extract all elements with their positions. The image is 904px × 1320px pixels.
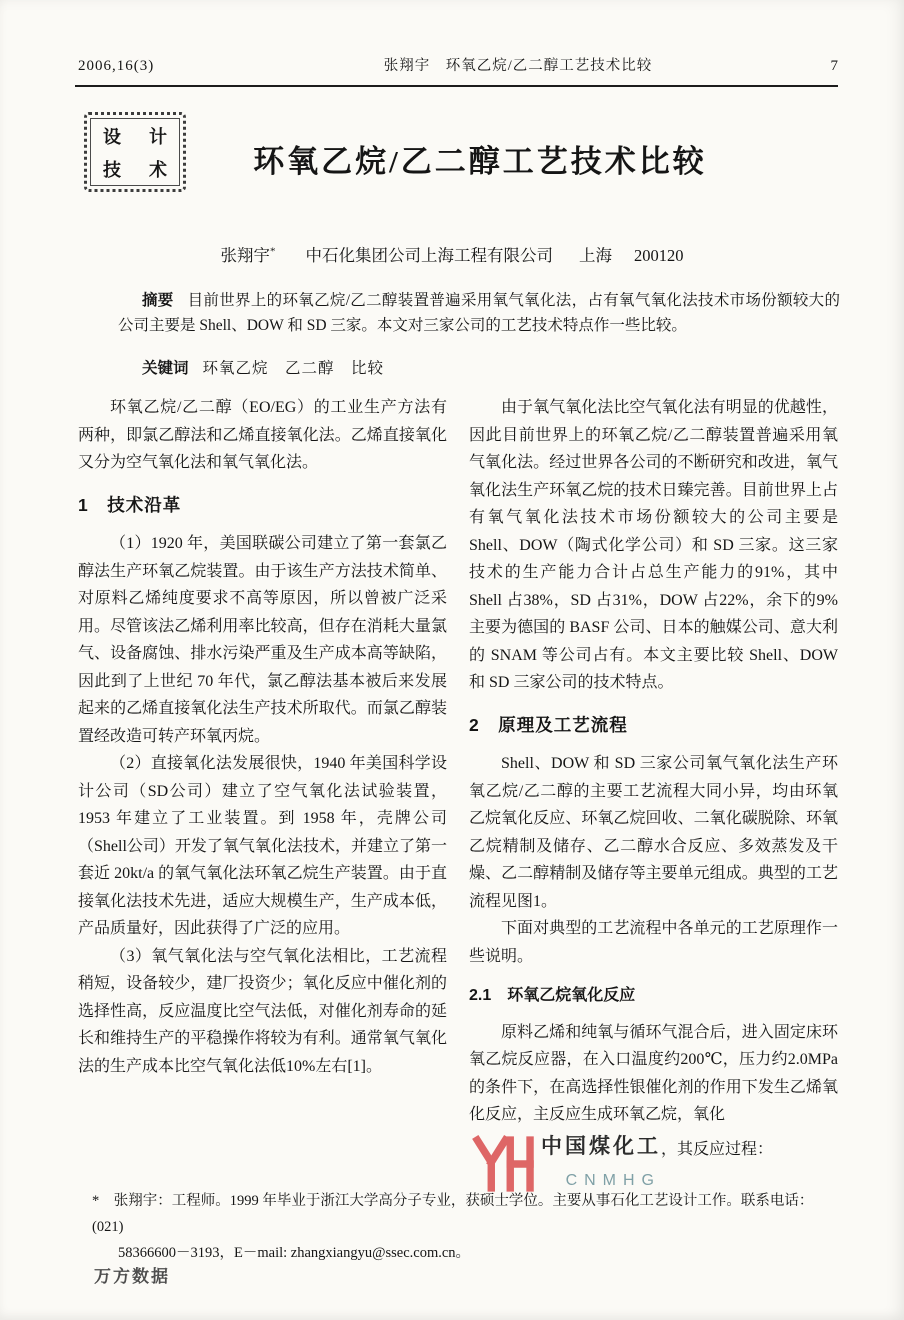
badge-char: 设 <box>103 126 121 147</box>
page-number: 7 <box>830 58 838 74</box>
coal-chem-logo-icon <box>469 1134 535 1194</box>
watermark-subtext: CNMHG <box>565 1172 661 1189</box>
abstract-label: 摘要 <box>142 292 174 309</box>
paragraph-tail: ，其反应过程： <box>661 1140 774 1158</box>
affiliation: 中石化集团公司上海工程有限公司 <box>305 246 553 265</box>
city: 上海 <box>579 246 612 265</box>
byline <box>80 242 824 266</box>
badge-row-1 <box>103 123 167 149</box>
page-header <box>78 54 838 75</box>
section-2-heading: 2 原理及工艺流程 <box>469 714 628 735</box>
badge-char: 计 <box>149 126 167 147</box>
section-1-heading: 1 技术沿革 <box>78 494 182 515</box>
issue-info: 2006,16(3) <box>78 58 155 74</box>
running-title: 张翔宇 环氧乙烷/乙二醇工艺技术比较 <box>383 58 653 74</box>
section-2-1-heading: 2.1 环氧乙烷氧化反应 <box>469 987 636 1004</box>
body-paragraph: （1）1920 年，美国联碳公司建立了第一套氯乙醇法生产环氧乙烷装置。由于该生产方法技术简单、对原料乙烯纯度要求不高等原因，所以曾被广泛采用。尽管该法乙烯利用率比较高，但存在消耗大量氯气、设备腐蚀、排水污染严重及生产成本高等缺陷，因此到了上世纪 70 年代，氯乙醇法基本被后来发展起来的乙烯直接氧化法生产技术所取代。而氯乙醇装置经改造可转产环氧丙烷。 <box>78 535 447 745</box>
header-rule <box>75 85 838 87</box>
body-paragraph: Shell、DOW 和 SD 三家公司氧气氧化法生产环氧乙烷/乙二醇的主要工艺流程大同小异，均由环氧乙烷氧化反应、环氧乙烷回收、二氧化碳脱除、环氧乙烷精制及储存、乙二醇水合反应、多效蒸发及干燥、乙二醇精制及储存等主要单元组成。典型的工艺流程见图1。 <box>469 755 838 910</box>
author-name: 张翔宇 <box>220 246 270 265</box>
body-paragraph: 原料乙烯和纯氧与循环气混合后，进入固定床环氧乙烷反应器，在入口温度约200℃，压力约2.0MPa的条件下，在高选择性银催化剂的作用下发生乙烯氧化反应，主反应生成环氧乙烷，氧化 <box>469 1023 838 1123</box>
postcode: 200120 <box>634 246 684 265</box>
design-technology-badge <box>84 112 186 192</box>
body-paragraph: 环氧乙烷/乙二醇（EO/EG）的工业生产方法有两种，即氯乙醇法和乙烯直接氧化法。乙烯直接氧化又分为空气氧化法和氧气氧化法。 <box>78 399 447 471</box>
author-footnote-mark: * <box>270 245 276 258</box>
badge-char: 术 <box>149 159 167 180</box>
body-paragraph: （3）氧气氧化法与空气氧化法相比，工艺流程稍短，设备较少，建厂投资少；氧化反应中催化剂的选择性高，反应温度比空气法低，对催化剂寿命的延长和维持生产的平稳操作将较为有利。通常氧气氧化法的生产成本比空气氧化法低10%左右[1]。 <box>78 947 447 1075</box>
body-columns <box>78 394 838 1195</box>
watermark-text-block <box>541 1133 661 1195</box>
badge-row-2 <box>103 156 167 182</box>
keywords <box>118 356 840 378</box>
left-column <box>78 394 447 1195</box>
wanfang-data-watermark: 万方数据 <box>94 1267 170 1286</box>
body-paragraph: 下面对典型的工艺流程中各单元的工艺原理作一些说明。 <box>469 920 838 965</box>
keywords-label: 关键词 <box>142 360 189 377</box>
abstract-text: 目前世界上的环氧乙烷/乙二醇装置普遍采用氧气氧化法，占有氧气氧化法技术市场份额较大的公司主要是 Shell、DOW 和 SD 三家。本文对三家公司的工艺技术特点作一些比较。 <box>118 292 840 334</box>
coal-chem-watermark <box>469 1133 661 1195</box>
watermark-row <box>469 1133 838 1195</box>
article-title: 环氧乙烷/乙二醇工艺技术比较 <box>253 144 707 179</box>
right-column <box>469 394 838 1195</box>
watermark-name: 中国煤化工 <box>541 1133 661 1158</box>
body-paragraph: （2）直接氧化法发展很快，1940 年美国科学设计公司（SD公司）建立了空气氧化法试验装置，1953 年建立了工业装置。到 1958 年，壳牌公司（Shell公司）开发了氧气氧化法技术，并建立了第一套近 20kt/a 的氧气氧化法环氧乙烷生产装置。由于直接氧化法技术先进，适应大规模生产，生产成本低，产品质量好，因此获得了广泛的应用。 <box>78 755 447 937</box>
body-paragraph: 由于氧气氧化法比空气氧化法有明显的优越性，因此目前世界上的环氧乙烷/乙二醇装置普遍采用氧气氧化法。经过世界各公司的不断研究和改进，氧气氧化法生产环氧乙烷的技术日臻完善。目前世界上占有氧气氧化法技术市场份额较大的公司主要是 Shell、DOW（陶式化学公司）和 SD 三家。这三家技术的生产能力合计占总生产能力的91%，其中 Shell 占38%，SD 占31%，DOW 占22%，余下的9%主要为德国的 BASF 公司、日本的触媒公司、意大利的 SNAM 等公司占有。本文主要比较 Shell、DOW 和 SD 三家公司的技术特点。 <box>469 399 838 691</box>
keywords-text: 环氧乙烷 乙二醇 比较 <box>202 360 385 377</box>
abstract <box>118 288 840 338</box>
author-footnote <box>92 1188 840 1266</box>
footnote-line: * 张翔宇：工程师。1999 年毕业于浙江大学高分子专业，获硕士学位。主要从事石化工艺设计工作。联系电话： (021) <box>92 1193 814 1235</box>
footnote-line: 58366600－3193，E－mail: zhangxiangyu@ssec.com.cn。 <box>118 1245 471 1261</box>
badge-char: 技 <box>103 159 121 180</box>
